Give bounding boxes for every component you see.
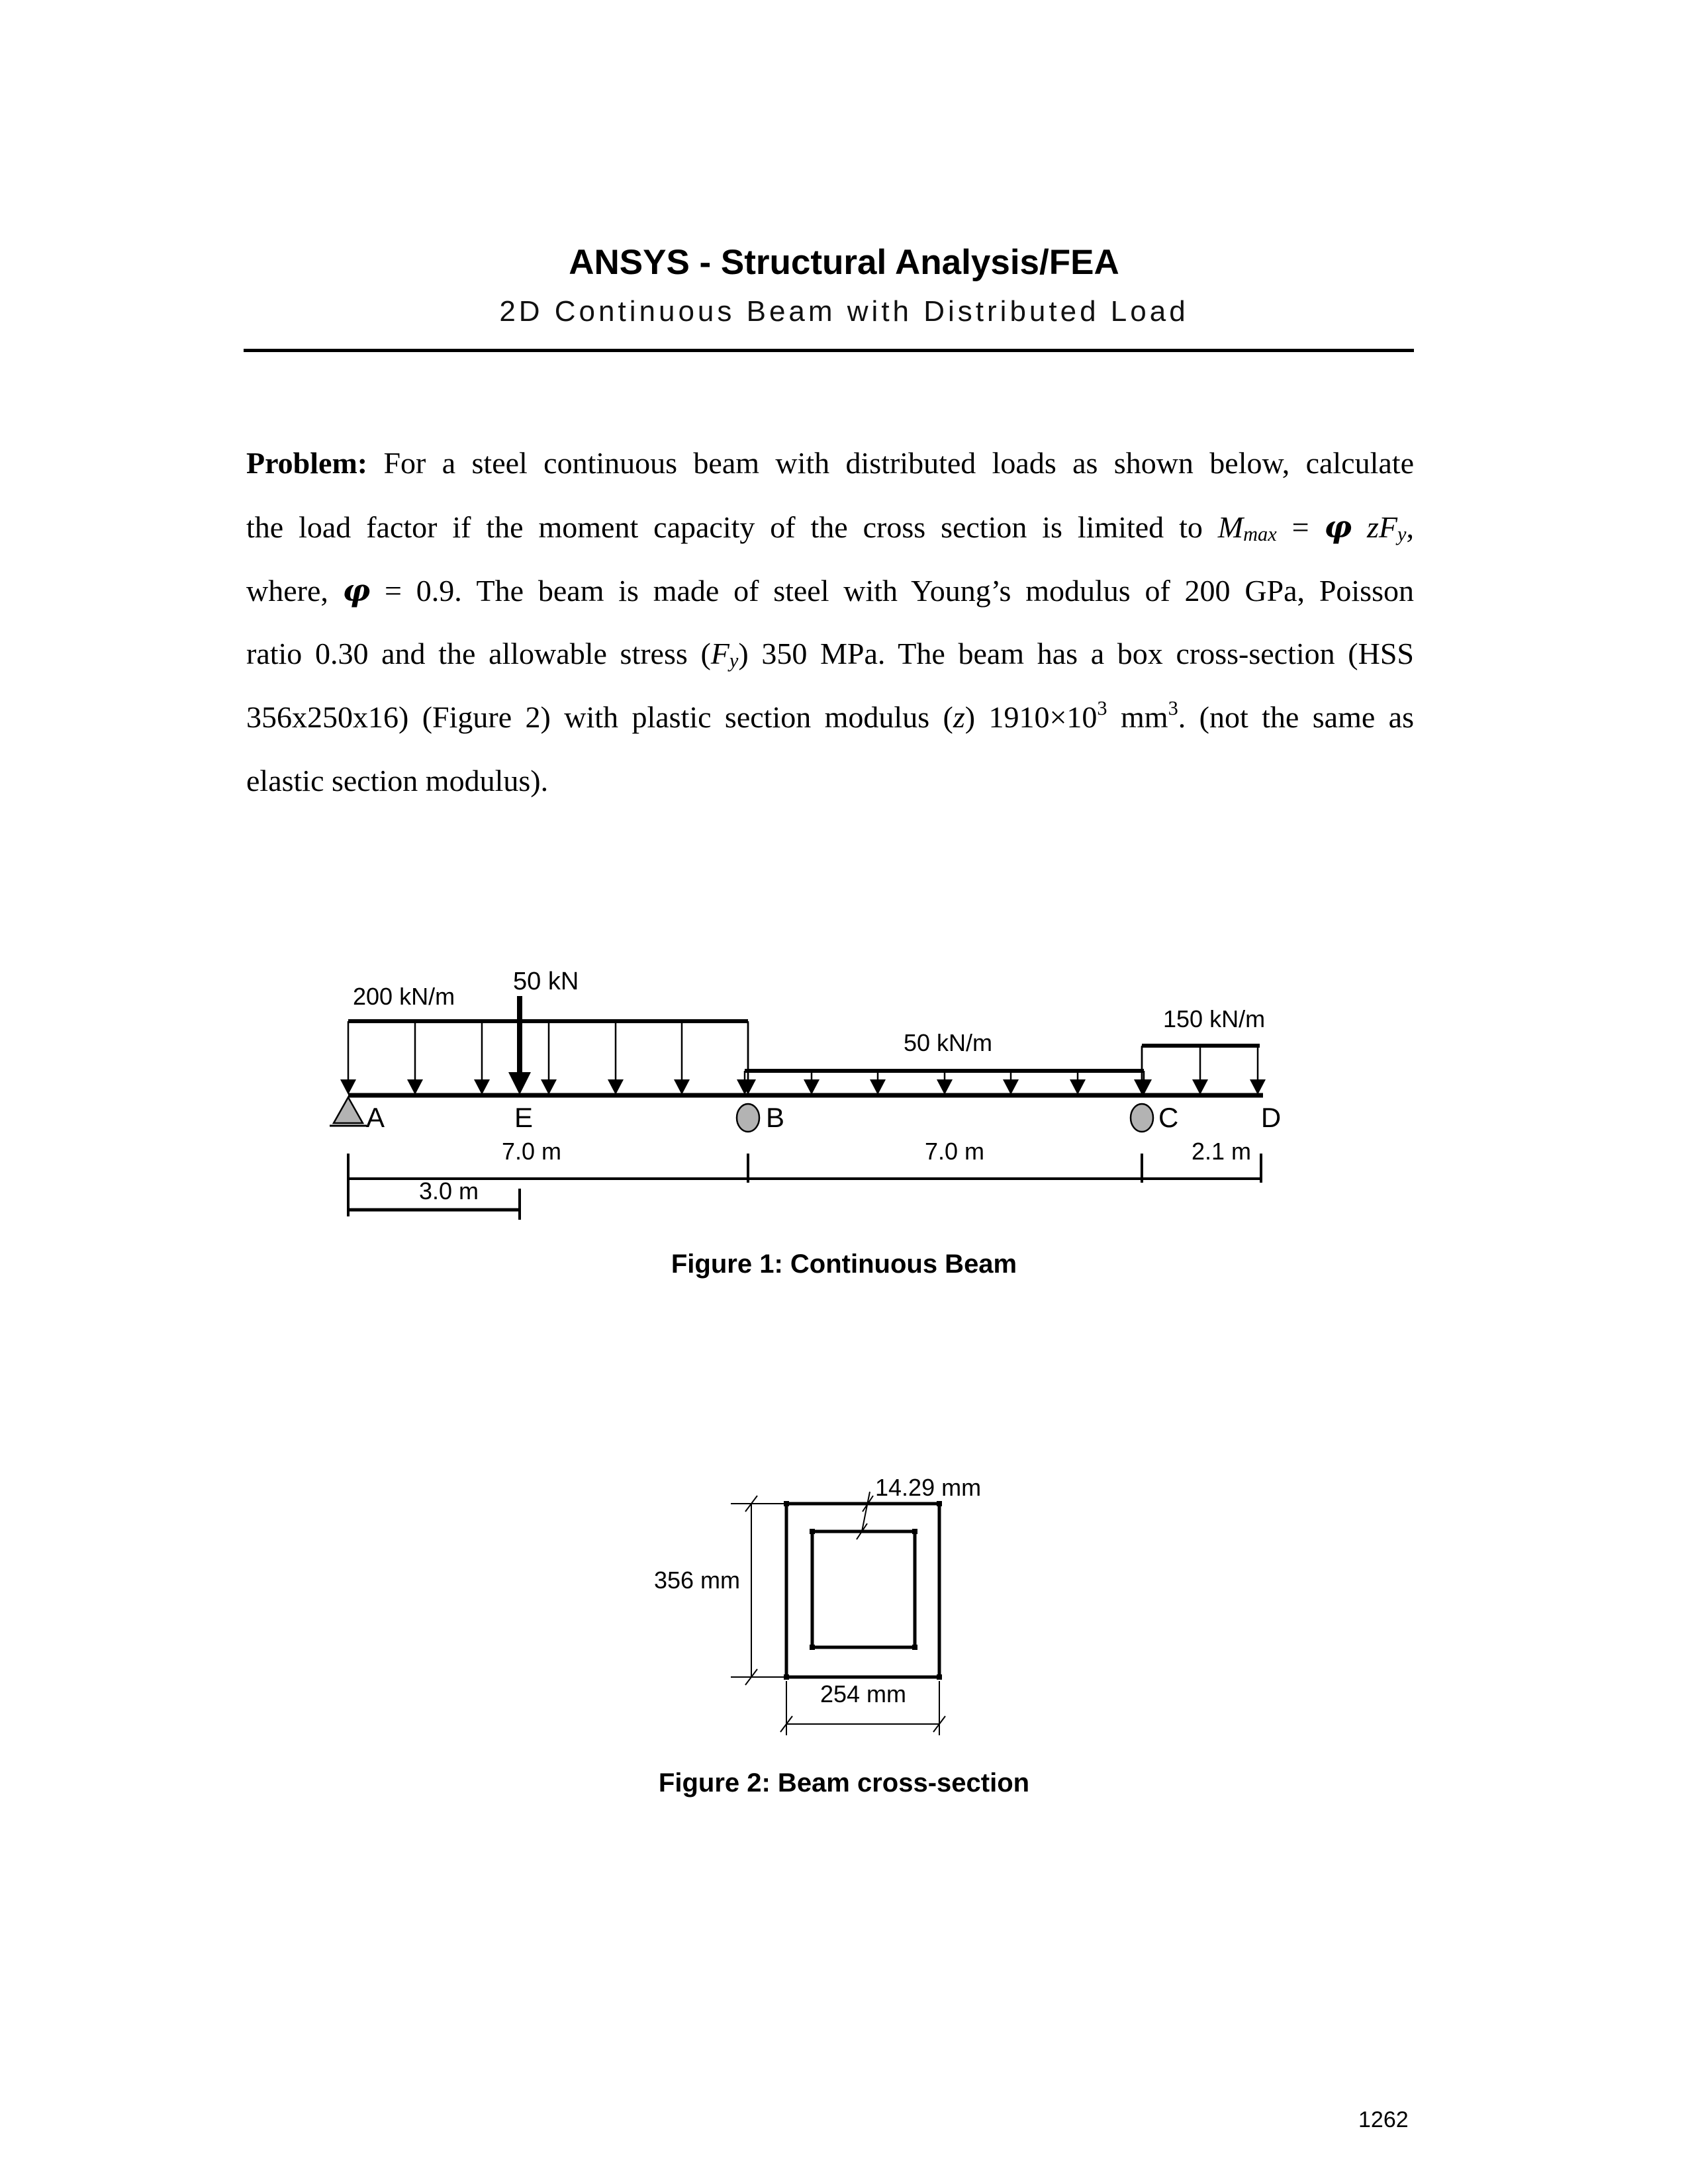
node-label-E: E bbox=[514, 1102, 534, 1133]
problem-line bbox=[246, 559, 1414, 622]
roller-support-C bbox=[1131, 1104, 1153, 1132]
page-title: ANSYS - Structural Analysis/FEA bbox=[569, 243, 1119, 282]
dim-width: 254 mm bbox=[820, 1680, 907, 1707]
problem-paragraph bbox=[246, 432, 1414, 813]
header-rule bbox=[244, 349, 1414, 352]
load-arrow-head bbox=[407, 1079, 423, 1095]
text-segment bbox=[1352, 510, 1367, 544]
load-arrow-head bbox=[1192, 1079, 1208, 1095]
text-segment: = 0.9. The beam is made of steel with Young’s modulus of 200 GPa, Poisson bbox=[370, 574, 1414, 608]
node-label-D: D bbox=[1260, 1102, 1282, 1133]
text-segment: , bbox=[1406, 510, 1415, 544]
text-segment: ratio 0.30 and the allowable stress ( bbox=[246, 637, 711, 670]
load-arrow-head bbox=[1003, 1079, 1019, 1095]
dim-span2: 7.0 m bbox=[924, 1138, 985, 1165]
text-segment: max bbox=[1243, 523, 1277, 546]
text-segment: . (not the same as bbox=[1178, 700, 1414, 734]
load-arrow-head bbox=[937, 1079, 953, 1095]
text-segment: 356x250x16) (Figure 2) with plastic section modulus ( bbox=[246, 700, 953, 734]
load-arrow-head bbox=[804, 1079, 820, 1095]
problem-line bbox=[246, 622, 1414, 686]
text-segment: mm bbox=[1107, 700, 1168, 734]
dim-thickness: 14.29 mm bbox=[875, 1474, 982, 1501]
load-arrow-head bbox=[1070, 1079, 1086, 1095]
point-load-label: 50 kN bbox=[513, 968, 579, 995]
page-subtitle: 2D Continuous Beam with Distributed Load bbox=[499, 295, 1189, 328]
udl-mid-label: 50 kN/m bbox=[903, 1029, 993, 1056]
load-arrow-head bbox=[870, 1079, 886, 1095]
text-segment: = bbox=[1276, 510, 1325, 544]
problem-line bbox=[246, 495, 1414, 559]
text-segment: M bbox=[1217, 510, 1244, 544]
text-segment: For a steel continuous beam with distributed loads as shown below, calculate bbox=[367, 446, 1414, 480]
text-segment: Problem: bbox=[246, 446, 368, 480]
text-segment: ) 350 MPa. The beam has a box cross-section (HSS bbox=[738, 637, 1414, 670]
roller-support-B bbox=[737, 1104, 759, 1132]
text-segment: elastic section modulus). bbox=[246, 764, 549, 797]
load-arrows bbox=[340, 1021, 1266, 1095]
text-segment: the load factor if the moment capacity of the cross section is limited to bbox=[246, 510, 1218, 544]
text-segment: ) 1910×10 bbox=[964, 700, 1098, 734]
dim-span1: 7.0 m bbox=[501, 1138, 562, 1165]
text-segment: F bbox=[710, 637, 729, 670]
figure2-caption: Figure 2: Beam cross-section bbox=[658, 1768, 1030, 1797]
dim-height: 356 mm bbox=[653, 1567, 740, 1594]
node-label-A: A bbox=[366, 1102, 385, 1133]
page-number: 1262 bbox=[1358, 2107, 1409, 2132]
problem-line bbox=[246, 686, 1414, 749]
dim-a-to-e: 3.0 m bbox=[418, 1177, 479, 1205]
pin-support-A bbox=[334, 1097, 363, 1123]
load-arrow-head bbox=[608, 1079, 624, 1095]
dim-span3: 2.1 m bbox=[1191, 1138, 1252, 1165]
node-label-C: C bbox=[1158, 1102, 1179, 1133]
text-segment: 3 bbox=[1097, 697, 1107, 720]
problem-line bbox=[246, 432, 1414, 495]
node-label-B: B bbox=[766, 1102, 785, 1133]
load-arrow-head bbox=[474, 1079, 490, 1095]
figure1-beam-diagram bbox=[298, 927, 1291, 1238]
text-segment: zF bbox=[1367, 510, 1398, 544]
text-segment: z bbox=[953, 700, 965, 734]
point-load-arrow-head bbox=[508, 1072, 531, 1095]
udl-left-label: 200 kN/m bbox=[353, 983, 455, 1010]
text-segment: φ bbox=[342, 572, 371, 608]
load-arrow-head bbox=[674, 1079, 690, 1095]
figure2-cross-section bbox=[635, 1463, 1059, 1760]
load-arrow-head bbox=[340, 1079, 356, 1095]
udl-right-label: 150 kN/m bbox=[1163, 1005, 1266, 1032]
inner-section-rect bbox=[812, 1531, 915, 1647]
text-segment: y bbox=[729, 649, 739, 672]
load-arrow-head bbox=[541, 1079, 557, 1095]
problem-line bbox=[246, 749, 1414, 813]
load-arrow-head bbox=[1250, 1079, 1266, 1095]
text-segment: where, bbox=[246, 574, 343, 608]
text-segment: y bbox=[1397, 523, 1407, 546]
figure1-caption: Figure 1: Continuous Beam bbox=[671, 1250, 1017, 1279]
text-segment: 3 bbox=[1168, 697, 1178, 720]
text-segment: φ bbox=[1324, 509, 1352, 545]
